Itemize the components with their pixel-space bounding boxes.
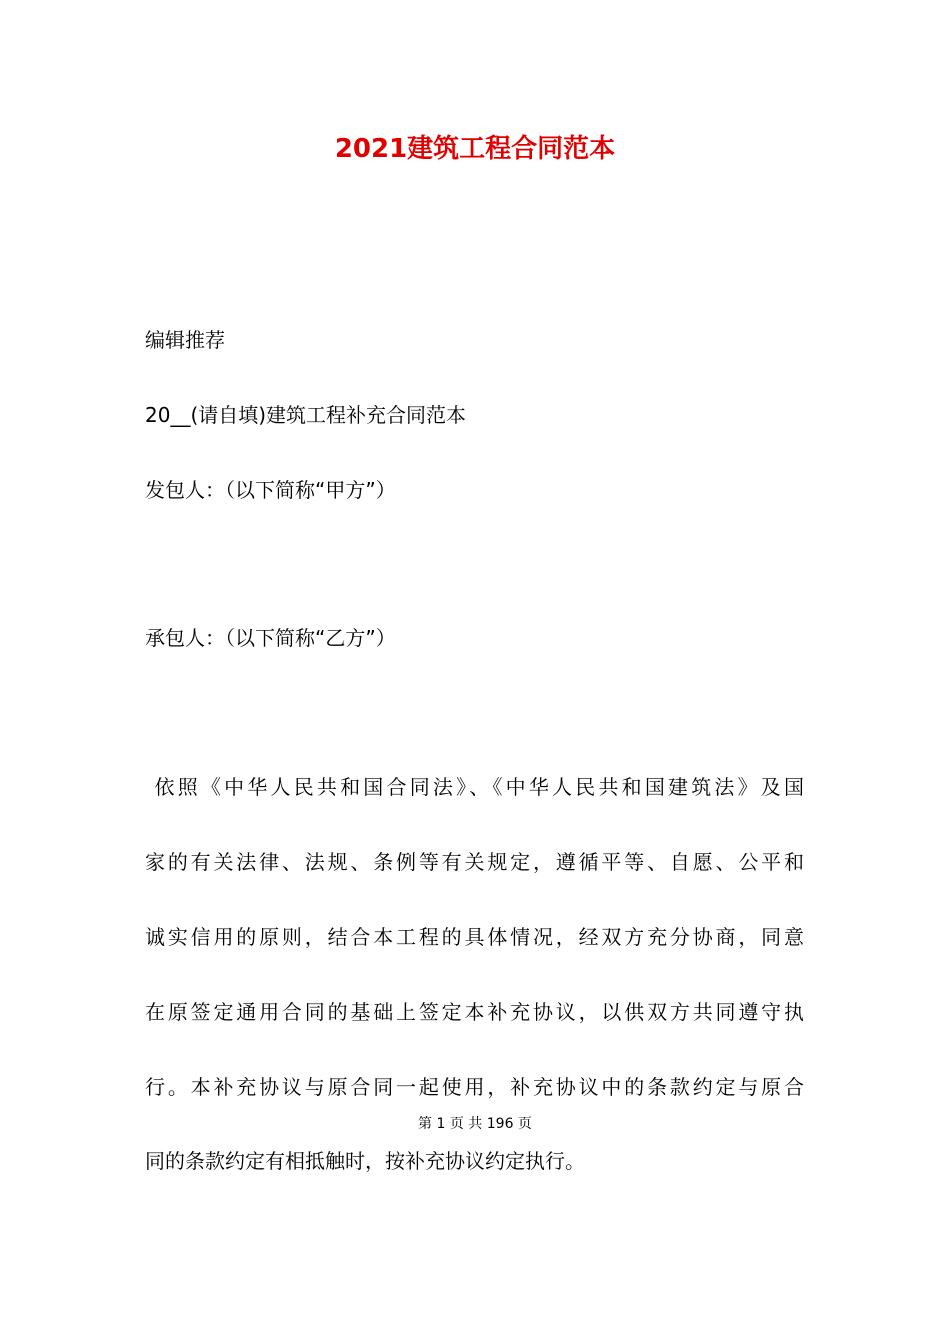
body-line: 在原签定通用合同的基础上签定本补充协议，以供双方共同遵守执 bbox=[145, 1000, 804, 1024]
body-line: 家的有关法律、法规、条例等有关规定，遵循平等、自愿、公平和 bbox=[145, 850, 804, 874]
contract-subtitle: 20__(请自填)建筑工程补充合同范本 bbox=[145, 403, 467, 427]
editor-pick-label: 编辑推荐 bbox=[145, 328, 225, 352]
party-a-line: 发包人：（以下简称“甲方”） bbox=[145, 478, 396, 502]
body-line: 同的条款约定有相抵触时，按补充协议约定执行。 bbox=[145, 1149, 585, 1173]
document-title: 2021建筑工程合同范本 bbox=[334, 134, 616, 164]
body-line: 诚实信用的原则，结合本工程的具体情况，经双方充分协商，同意 bbox=[145, 925, 804, 949]
body-line: 行。本补充协议与原合同一起使用，补充协议中的条款约定与原合 bbox=[145, 1075, 804, 1099]
party-b-line: 承包人：（以下简称“乙方”） bbox=[145, 626, 396, 650]
body-line: 依照《中华人民共和国合同法》、《中华人民共和国建筑法》及国 bbox=[145, 775, 804, 799]
page-number: 第 1 页 共 196 页 bbox=[418, 1116, 532, 1132]
